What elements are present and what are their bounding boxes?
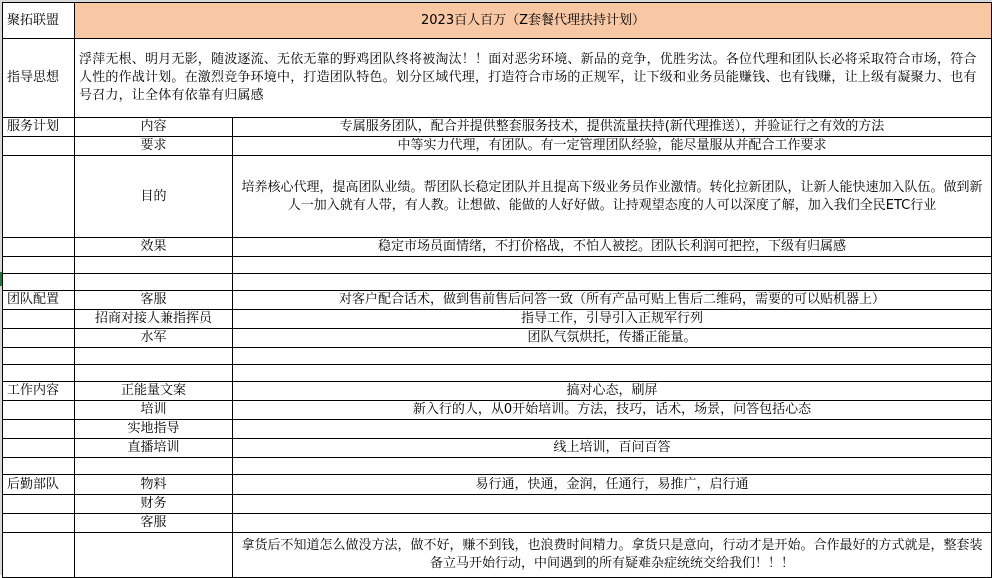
team-label[interactable]: 团队配置 <box>3 291 75 310</box>
empty-cell[interactable] <box>233 458 992 475</box>
empty-cell[interactable] <box>3 348 75 365</box>
title-row <box>3 3 992 39</box>
service-req-row <box>3 137 992 156</box>
team-cs-label[interactable]: 客服 <box>75 291 233 310</box>
work-train[interactable]: 新入行的人，从0开始培训。方法，技巧，话术，场景，问答包括心态 <box>233 401 992 420</box>
empty-cell[interactable] <box>3 137 75 156</box>
work-live[interactable]: 线上培训，百问百答 <box>233 439 992 458</box>
team-recruit-label[interactable]: 招商对接人兼指挥员 <box>75 310 233 329</box>
service-content-label[interactable]: 内容 <box>75 118 233 137</box>
team-cs-row <box>3 291 992 310</box>
work-live-label[interactable]: 直播培训 <box>75 439 233 458</box>
logistics-finance-row <box>3 495 992 514</box>
empty-cell[interactable] <box>75 274 233 291</box>
empty-cell[interactable] <box>3 495 75 514</box>
work-copy-row <box>3 382 992 401</box>
empty-cell[interactable] <box>3 458 75 475</box>
work-copy-label[interactable]: 正能量文案 <box>75 382 233 401</box>
work-train-row <box>3 401 992 420</box>
brand-cell[interactable]: 聚拓联盟 <box>3 3 75 39</box>
logistics-finance-label[interactable]: 财务 <box>75 495 233 514</box>
empty-cell[interactable] <box>3 156 75 238</box>
empty-cell[interactable] <box>75 458 233 475</box>
team-army-label[interactable]: 水军 <box>75 329 233 348</box>
closing-row <box>3 533 992 578</box>
empty-cell[interactable] <box>233 514 992 533</box>
empty-cell[interactable] <box>233 348 992 365</box>
blank-row <box>3 274 992 291</box>
blank-row <box>3 458 992 475</box>
empty-cell[interactable] <box>3 420 75 439</box>
logistics-label[interactable]: 后勤部队 <box>3 475 75 495</box>
empty-cell[interactable] <box>233 257 992 274</box>
empty-cell[interactable] <box>3 401 75 420</box>
service-content[interactable]: 专属服务团队，配合并提供整套服务技术，提供流量扶持(新代理推送），并验证行之有效的方法 <box>233 118 992 137</box>
empty-cell[interactable] <box>3 365 75 382</box>
empty-cell[interactable] <box>3 533 75 578</box>
logistics-cs-row <box>3 514 992 533</box>
empty-cell[interactable] <box>3 329 75 348</box>
service-goal-label[interactable]: 目的 <box>75 156 233 238</box>
empty-cell[interactable] <box>3 310 75 329</box>
service-goal-row <box>3 156 992 238</box>
logistics-materials[interactable]: 易行通，快通，金润，任通行，易推广，启行通 <box>233 475 992 495</box>
empty-cell[interactable] <box>3 274 75 291</box>
empty-cell[interactable] <box>233 420 992 439</box>
plan-table <box>2 2 992 578</box>
service-label[interactable]: 服务计划 <box>3 118 75 137</box>
work-copy[interactable]: 搞对心态，刷屏 <box>233 382 992 401</box>
empty-cell[interactable] <box>75 365 233 382</box>
empty-cell[interactable] <box>75 348 233 365</box>
work-live-row <box>3 439 992 458</box>
work-field-label[interactable]: 实地指导 <box>75 420 233 439</box>
title-cell[interactable]: 2023百人百万（Z套餐代理扶持计划） <box>75 3 992 39</box>
team-army-row <box>3 329 992 348</box>
blank-row <box>3 365 992 382</box>
guiding-text[interactable]: 浮萍无根、明月无影，随波逐流、无依无靠的野鸡团队终将被淘汰！！面对恶劣环境、新品的竞争，优胜劣汰。各位代理和团队长必将采取符合市场，符合人性的作战计划。在激烈竞争环境中，打造团队特色。划分区域代理，打造符合市场的正规军，让下级和业务员能赚钱、也有钱赚，让上级有凝聚力、也有号召力，让全体有依靠有归属感 <box>75 39 992 118</box>
service-effect[interactable]: 稳定市场员面情绪，不打价格战，不怕人被挖。团队长利润可把控，下级有归属感 <box>233 238 992 257</box>
team-cs[interactable]: 对客户配合话术，做到售前售后问答一致（所有产品可贴上售后二维码，需要的可以贴机器上） <box>233 291 992 310</box>
team-army[interactable]: 团队气氛烘托，传播正能量。 <box>233 329 992 348</box>
empty-cell[interactable] <box>3 238 75 257</box>
empty-cell[interactable] <box>233 365 992 382</box>
empty-cell[interactable] <box>233 274 992 291</box>
empty-cell[interactable] <box>75 257 233 274</box>
service-goal[interactable]: 培养核心代理，提高团队业绩。帮团队长稳定团队并且提高下级业务员作业激情。转化拉新团队，让新人能快速加入队伍。做到新人一加入就有人带，有人教。让想做、能做的人好好做。让持观望态度的人可以深度了解，加入我们全民ETC行业 <box>233 156 992 238</box>
empty-cell[interactable] <box>3 257 75 274</box>
service-content-row <box>3 118 992 137</box>
closing-text[interactable]: 拿货后不知道怎么做没方法，做不好，赚不到钱，也浪费时间精力。拿货只是意向，行动才是开始。合作最好的方式就是，整套装备立马开始行动，中间遇到的所有疑难杂症统统交给我们！！！ <box>233 533 992 578</box>
logistics-materials-row <box>3 475 992 495</box>
work-train-label[interactable]: 培训 <box>75 401 233 420</box>
blank-row <box>3 348 992 365</box>
work-label[interactable]: 工作内容 <box>3 382 75 401</box>
guiding-row <box>3 39 992 118</box>
service-effect-label[interactable]: 效果 <box>75 238 233 257</box>
team-recruit-row <box>3 310 992 329</box>
empty-cell[interactable] <box>3 514 75 533</box>
logistics-materials-label[interactable]: 物料 <box>75 475 233 495</box>
guiding-label[interactable]: 指导思想 <box>3 39 75 118</box>
empty-cell[interactable] <box>233 495 992 514</box>
service-req[interactable]: 中等实力代理，有团队。有一定管理团队经验，能尽量服从并配合工作要求 <box>233 137 992 156</box>
empty-cell[interactable] <box>75 533 233 578</box>
empty-cell[interactable] <box>3 439 75 458</box>
service-effect-row <box>3 238 992 257</box>
team-recruit[interactable]: 指导工作，引导引入正规军行列 <box>233 310 992 329</box>
logistics-cs-label[interactable]: 客服 <box>75 514 233 533</box>
blank-row <box>3 257 992 274</box>
work-field-row <box>3 420 992 439</box>
service-req-label[interactable]: 要求 <box>75 137 233 156</box>
